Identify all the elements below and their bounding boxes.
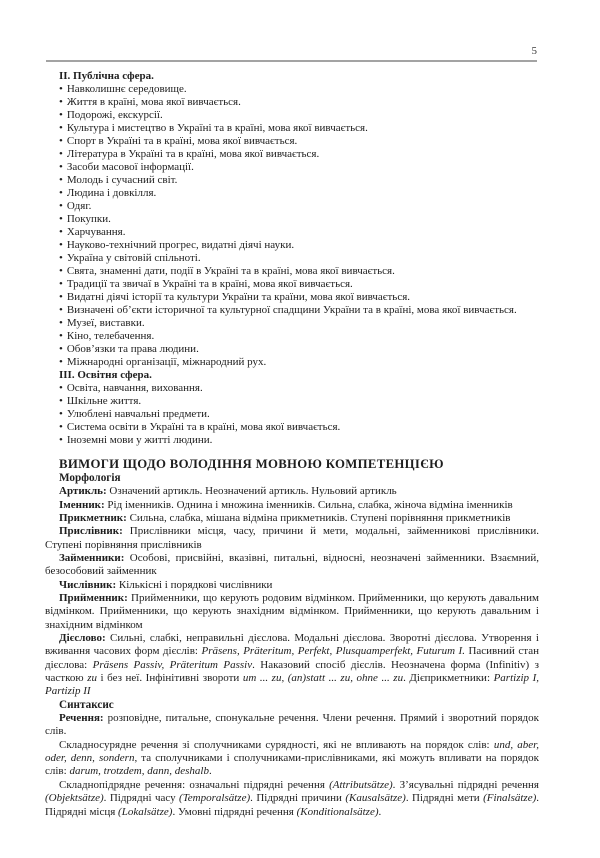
bullet-icon: •	[59, 356, 63, 368]
bullet-icon: •	[59, 96, 63, 108]
list-item-label: Визначені об’єкти історичної та культурної спадщини України та в країні, мова якої вивчається.	[66, 304, 517, 316]
paragraph	[45, 512, 539, 525]
bullet-icon: •	[59, 239, 63, 251]
list-item	[45, 187, 539, 200]
paragraph	[45, 499, 539, 512]
main-title: ВИМОГИ ЩОДО ВОЛОДІННЯ МОВНОЮ КОМПЕТЕНЦІЄЮ	[59, 457, 444, 471]
bullet-icon: •	[59, 109, 63, 121]
list-item-label: Видатні діячі історії та культури України та країни, мова якої вивчається.	[66, 291, 411, 303]
list-item	[45, 109, 539, 122]
list-item-label: Людина і довкілля.	[66, 187, 157, 199]
list-item	[45, 174, 539, 187]
paragraph-text: . Підрядні мети	[405, 792, 484, 805]
list-item	[45, 226, 539, 239]
paragraph-text: Означений артикль. Неозначений артикль. Нульовий артикль	[106, 485, 397, 498]
list-item-label: Життя в країні, мова якої вивчається.	[66, 96, 241, 108]
bullet-icon: •	[59, 343, 63, 355]
term-label: Прислівник:	[59, 525, 123, 538]
list-item-label: Молодь і сучасний світ.	[66, 174, 178, 186]
list-item	[45, 382, 539, 395]
foreign-term: (Attributsätze)	[329, 778, 393, 791]
bullet-icon: •	[59, 278, 63, 290]
list-item-label: Кіно, телебачення.	[66, 330, 155, 342]
section-heading: ІІІ. Освітня сфера.	[59, 369, 152, 381]
bullet-icon: •	[59, 187, 63, 199]
bullet-icon: •	[59, 291, 63, 303]
foreign-term: (Lokalsätze)	[118, 805, 173, 818]
term-label: Прийменник:	[59, 592, 128, 605]
list-item	[45, 265, 539, 278]
bullet-icon: •	[59, 135, 63, 147]
list-item-label: Подорожі, екскурсії.	[66, 109, 163, 121]
list-item-label: Засоби масової інформації.	[66, 161, 194, 173]
paragraph-text: . Підрядні місця	[45, 792, 539, 818]
bullet-icon: •	[59, 408, 63, 420]
list-item	[45, 122, 539, 135]
paragraph-text: .	[378, 805, 382, 818]
list-item	[45, 161, 539, 174]
bullet-icon: •	[59, 122, 63, 134]
paragraph-text: . Підрядні причини	[250, 792, 346, 805]
foreign-term: darum, trotzdem, dann, deshalb	[69, 765, 209, 778]
list-item	[45, 421, 539, 434]
paragraph	[45, 632, 539, 699]
term-label: Займенники:	[59, 552, 125, 565]
paragraph-text: Кількісні і порядкові числівники	[116, 578, 273, 591]
paragraph-text: Рід іменників. Однина і множина іменників. Сильна, слабка, жіноча відміна іменників	[104, 498, 513, 511]
list-item-label: Музеї, виставки.	[66, 317, 145, 329]
page-content	[45, 70, 539, 819]
list-item-label: Міжнародні організації, міжнародний рух.	[66, 356, 267, 368]
bullet-icon: •	[59, 226, 63, 238]
list-item	[45, 330, 539, 343]
list-item	[45, 356, 539, 369]
foreign-term: (Objektsätze)	[45, 792, 104, 805]
list-item-label: Харчування.	[66, 226, 126, 238]
list-item	[45, 434, 539, 447]
paragraph-text: Сильні, слабкі, неправильні дієслова. Модальні дієслова. Зворотні дієслова. Утворення і вживання часових форм дієслів:	[45, 632, 539, 658]
list-item	[45, 135, 539, 148]
header-rule	[46, 60, 537, 62]
bullet-icon: •	[59, 304, 63, 316]
foreign-term: Partizip I, Partizip II	[45, 672, 540, 698]
paragraph-text: , та сполучниками і сполучниками-прислівниками, які можуть впливати на порядок слів:	[45, 752, 540, 778]
foreign-term: und, aber, oder, denn, sondern	[45, 738, 539, 765]
bullet-icon: •	[59, 161, 63, 173]
foreign-term: Präsens Passiv, Präteritum Passiv	[92, 658, 253, 671]
list-item	[45, 395, 539, 408]
bullet-icon: •	[59, 434, 63, 446]
paragraph	[45, 552, 539, 579]
list-item-label: Культура і мистецтво в Україні та в країні, мова якої вивчається.	[66, 122, 368, 134]
foreign-term: (Kausalsätze)	[345, 792, 406, 805]
list-item	[45, 291, 539, 304]
list-item-label: Навколишнє середовище.	[66, 83, 187, 95]
bullet-icon: •	[59, 200, 63, 212]
list-item	[45, 213, 539, 226]
paragraph-text: . Підрядні часу	[103, 792, 180, 805]
list-item-label: Україна у світовій спільноті.	[66, 252, 201, 264]
term-label: Артикль:	[59, 485, 107, 498]
foreign-term: (Finalsätze)	[483, 792, 537, 805]
list-item-label: Покупки.	[66, 213, 111, 225]
bullet-icon: •	[59, 317, 63, 329]
foreign-term: (Temporalsätze)	[179, 792, 251, 805]
list-item-label: Одяг.	[66, 200, 92, 212]
list-item	[45, 200, 539, 213]
paragraph	[45, 525, 539, 552]
paragraph	[45, 739, 539, 779]
paragraph-text: . Наказовий спосіб дієслів. Неозначена форма (Infinitiv) з часткою	[45, 658, 540, 685]
bullet-icon: •	[59, 265, 63, 277]
paragraph-text: Прийменники, що керують родовим відмінком. Прийменники, що керують давальним відмінком. Прийменники, що керують знахідним відмінком. Прийменники, що керують давальним і знахідним відмінком	[45, 592, 539, 631]
list-item	[45, 278, 539, 291]
list-item-label: Свята, знаменні дати, події в Україні та в країні, мова якої вивчається.	[66, 265, 395, 277]
foreign-term: (Konditionalsätze)	[296, 805, 379, 818]
paragraph-text: Прислівники місця, часу, причини й мети, модальні, займенникові прислівники. Ступені порівняння прислівників	[45, 525, 539, 551]
list-item	[45, 239, 539, 252]
list-item	[45, 408, 539, 421]
paragraph-text: .	[208, 765, 212, 778]
list-item-label: Спорт в Україні та в країні, мова якої вивчається.	[66, 135, 298, 147]
list-item-label: Традиції та звичаї в Україні та в країні, мова якої вивчається.	[66, 278, 353, 290]
bullet-icon: •	[59, 213, 63, 225]
list-item	[45, 148, 539, 161]
paragraph-text: . Дієприкметники:	[403, 672, 494, 685]
bullet-icon: •	[59, 330, 63, 342]
list-item-label: Науково-технічний прогрес, видатні діячі науки.	[66, 239, 295, 251]
foreign-term: Präsens, Präteritum, Perfekt, Plusquamperfekt, Futurum I.	[201, 645, 465, 658]
list-item-label: Улюблені навчальні предмети.	[66, 408, 210, 420]
page-number: 5	[531, 45, 537, 57]
paragraph	[45, 579, 539, 592]
list-item-label: Іноземні мови у житті людини.	[66, 434, 213, 446]
paragraph-text: і без неї. Інфінітивні звороти	[96, 672, 243, 685]
bullet-icon: •	[59, 174, 63, 186]
list-item-label: Освіта, навчання, виховання.	[66, 382, 203, 394]
bullet-icon: •	[59, 421, 63, 433]
term-label: Прикметник:	[59, 511, 127, 524]
sub-heading: Морфологія	[59, 472, 121, 484]
list-item-label: Система освіти в Україні та в країні, мова якої вивчається.	[66, 421, 341, 433]
term-label: Речення:	[59, 712, 104, 725]
paragraph-text: . З’ясувальні підрядні речення	[392, 778, 539, 791]
list-item	[45, 317, 539, 330]
bullet-icon: •	[59, 395, 63, 407]
list-item-label: Шкільне життя.	[66, 395, 142, 407]
paragraph-text: Сильна, слабка, мішана відміна прикметників. Ступені порівняння прикметників	[126, 511, 511, 524]
paragraph-text: розповідне, питальне, спонукальне речення. Члени речення. Прямий і зворотний порядок слів.	[45, 712, 539, 738]
term-label: Числівник:	[59, 578, 117, 591]
bullet-icon: •	[59, 83, 63, 95]
term-label: Іменник:	[59, 498, 105, 511]
list-item	[45, 83, 539, 96]
list-item-label: Обов’язки та права людини.	[66, 343, 199, 355]
list-item	[45, 304, 539, 317]
section-heading: ІІ. Публічна сфера.	[59, 70, 154, 82]
bullet-icon: •	[59, 148, 63, 160]
paragraph	[45, 712, 539, 739]
paragraph-text: Пасивний стан дієслова:	[45, 645, 540, 671]
list-item	[45, 96, 539, 109]
paragraph-text: Складнопідрядне речення: означальні підрядні речення	[59, 778, 330, 791]
bullet-icon: •	[59, 382, 63, 394]
paragraph-text: Складносурядне речення зі сполучниками сурядності, які не впливають на порядок слів:	[59, 738, 494, 751]
foreign-term: zu	[87, 672, 97, 685]
sub-heading: Синтаксис	[59, 698, 114, 711]
list-item-label: Література в Україні та в країні, мова якої вивчається.	[66, 148, 320, 160]
paragraph	[45, 779, 539, 819]
list-item	[45, 252, 539, 265]
paragraph-text: . Умовні підрядні речення	[172, 805, 297, 818]
list-item	[45, 343, 539, 356]
bullet-icon: •	[59, 252, 63, 264]
paragraph	[45, 485, 539, 498]
paragraph-text: Особові, присвійні, вказівні, питальні, відносні, неозначені займенники. Взаємний, безособовий займенник	[45, 552, 539, 578]
term-label: Дієслово:	[59, 632, 106, 645]
foreign-term: um ... zu, (an)statt ... zu, ohne ... zu	[242, 672, 404, 685]
paragraph	[45, 592, 539, 632]
